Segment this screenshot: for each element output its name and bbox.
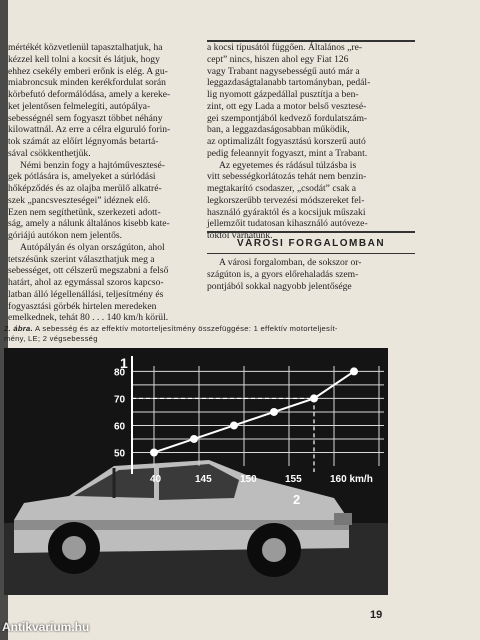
right-column [207, 42, 415, 242]
paragraph: Az egyetemes és rádásul túlzásba is vitt sebességkorlátozás tehát nem benzin- megtakarító csodaszer, „csodát” csak a legkorszerűbb tervezési módszereket fel- használó gyáraktól és a kocsijuk műszaki jellemzőit tudatosan kihasználó autóveze- tőktől várhatunk. [207, 159, 368, 241]
y-tick-label: 50 [114, 448, 126, 460]
section-heading [207, 231, 415, 254]
x-tick-label: 40 [150, 474, 162, 485]
data-point [270, 408, 278, 416]
paragraph: Némi benzin fogy a hajtóművesztesé- gek pótlására is, amelyeket a súrlódási hőképződés és az olajba merülő alkatré- szek „pancsveszteségei” idéznek elő. Ezen nem segíthetünk, szerkezeti adott- ság, amely a nálunk általános kisebb kate- góriájú autókon nem jelentős. [8, 159, 170, 241]
paragraph: Autópályán és olyan országúton, ahol tetszésünk szerint választhatjuk meg a sebességet, ott célszerű megszabni a felső határt, ahol az egymással szoros kapcso- latban álló légellenállási, teljesítmény és fogyasztási görbék hirtelen meredeken emelkednek, tehát 80 . . . 140 km/h körül. [8, 241, 169, 324]
paragraph: A városi forgalomban, de sokszor or- szágúton is, a gyors előrehaladás szem- pontjából sokkal nagyobb jelentősége [207, 257, 362, 292]
y-axis-label: 1 [120, 355, 128, 371]
watermark: Antikvarium.hu [2, 620, 90, 634]
x-tick-label: 155 [285, 474, 302, 485]
x-axis-label: 2 [293, 492, 301, 507]
figure-number: 2. ábra. [4, 324, 33, 333]
book-page [4, 0, 480, 640]
figure-caption [4, 324, 396, 344]
y-tick-label: 80 [114, 367, 126, 379]
x-tick-label: 160 km/h [330, 474, 373, 485]
figure-photo-chart [4, 348, 388, 595]
page-number: 19 [370, 609, 383, 621]
section-title: VÁROSI FORGALOMBAN [236, 237, 386, 249]
paragraph: a kocsi típusától függően. Általános „re- cept” nincs, hiszen ahol egy Fiat 126 vagy Trabant nagysebességű autó már a leggazdaságtalanabb tartományban, pedál- lig nyomott gázpedállal pusztítja a ben- zint, ott egy Lada a motor belső vesztesé- gei szempontjából kedvező fordulatszám- ban, a leggazdaságosabban működik, az optimalizált fogyasztású korszerű autó pedig feleannyit fogyaszt, mint a Trabant. [207, 42, 371, 159]
data-point [190, 435, 198, 443]
data-point [230, 421, 238, 429]
data-point [150, 448, 158, 456]
left-column [8, 42, 182, 324]
caption-text: A sebesség és az effektív motorteljesítmény összefüggése: 1 effektív motorteljesít- mény, LE; 2 végsebesség [4, 324, 338, 343]
y-tick-label: 60 [114, 421, 126, 433]
data-point [350, 367, 358, 375]
paragraph: mértékét közvetlenül tapasztalhatjuk, ha kézzel kell tolni a kocsit és látjuk, hogy ehhez csekély emberi erőnk is elég. A gu- miabroncsuk minden kerékfordulat során körbefutó deformálódása, amely a kereke- ket jelentősen felmelegíti, autópálya- sebességnél sem fogyaszt többet néhány kilowattnál. Az erre a célra elguruló forin- tok számát az előírt légnyomás betartá- sával csökkenthetjük. [8, 42, 171, 159]
x-tick-label: 150 [240, 474, 257, 485]
x-tick-label: 145 [195, 474, 212, 485]
chart-svg [4, 348, 388, 595]
y-tick-label: 70 [114, 394, 126, 406]
right-column-continued [207, 257, 415, 292]
